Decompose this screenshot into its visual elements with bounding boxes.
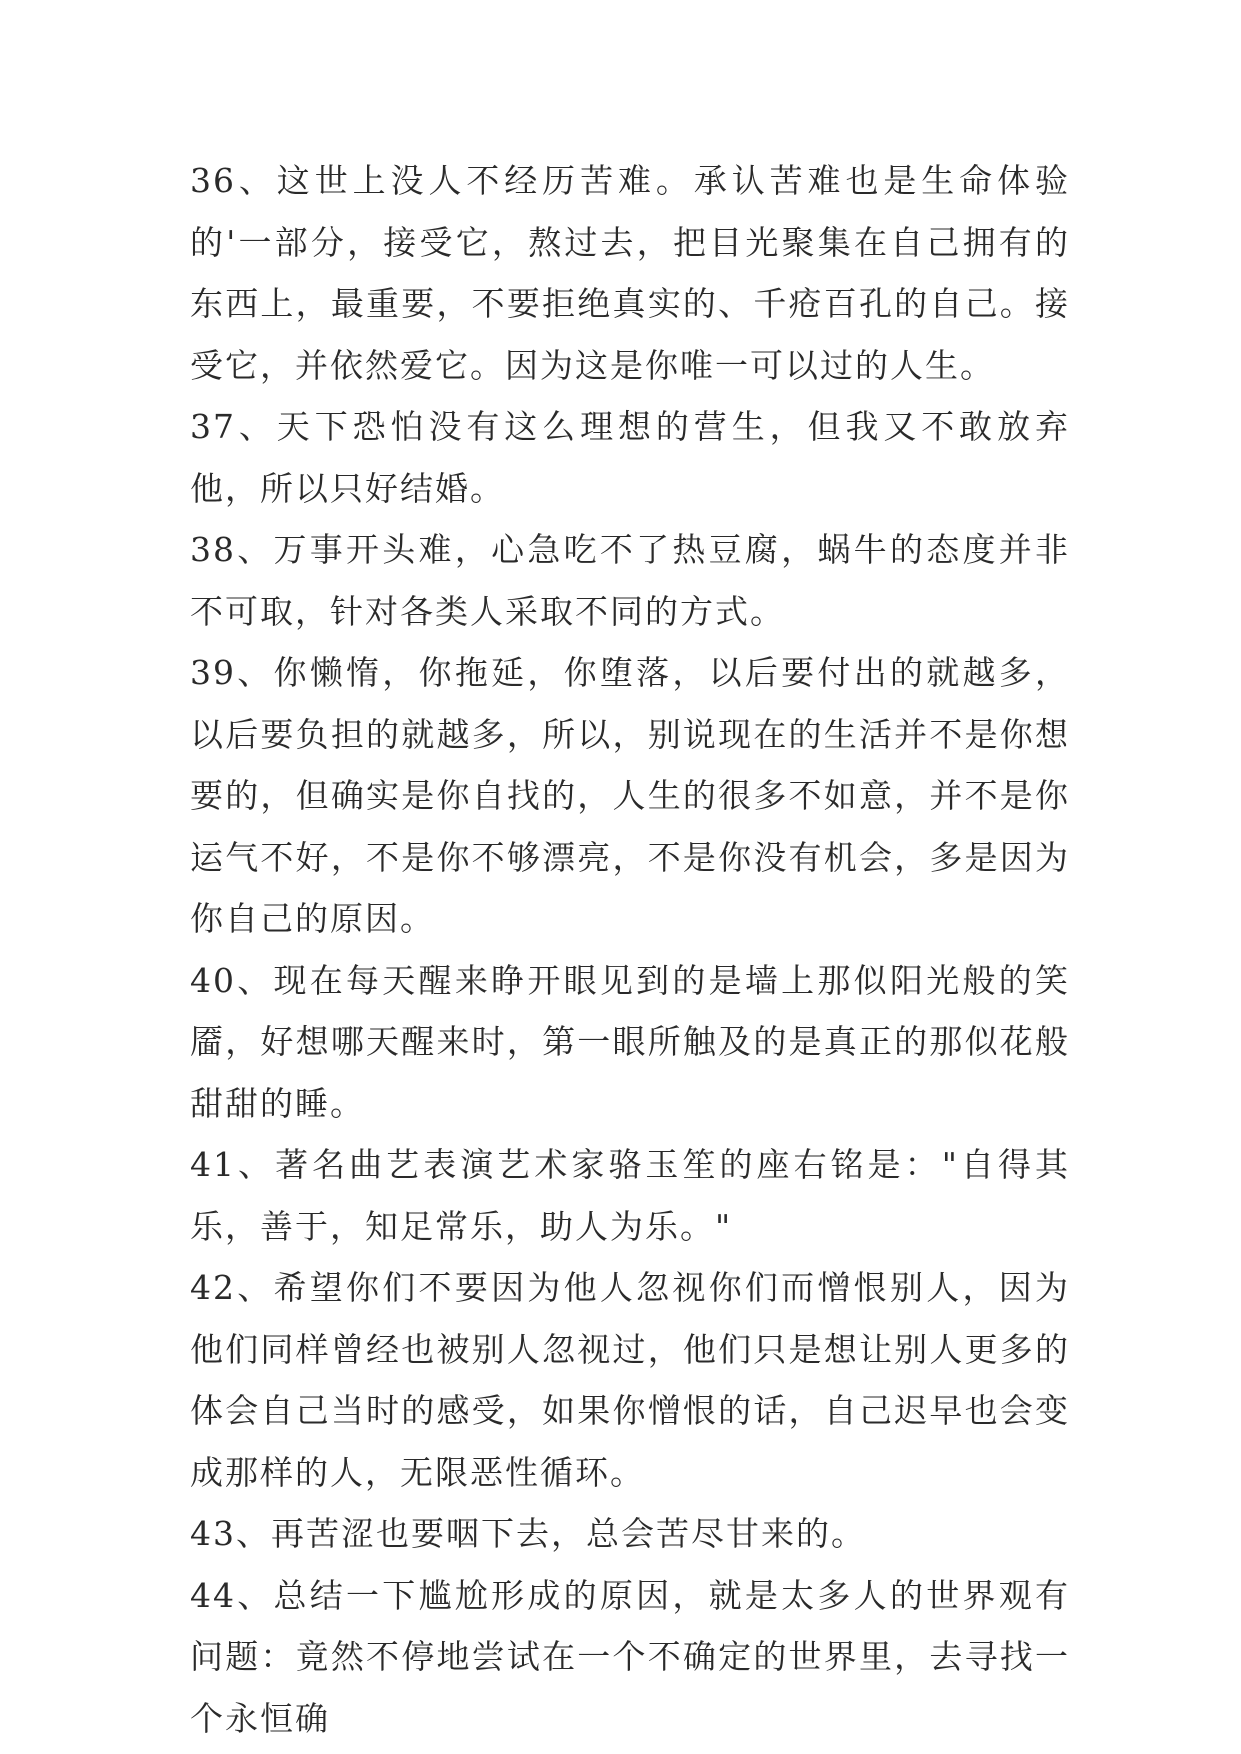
paragraph-40: 40、现在每天醒来睁开眼见到的是墙上那似阳光般的笑靥，好想哪天醒来时，第一眼所触及的是真正的那似花般甜甜的睡。 [190, 960, 1070, 1123]
paragraph-41: 41、著名曲艺表演艺术家骆玉笙的座右铭是："自得其乐，善于，知足常乐，助人为乐。" [190, 1145, 1070, 1246]
paragraph-43: 43、再苦涩也要咽下去，总会苦尽甘来的。 [190, 1514, 866, 1553]
paragraph-39: 39、你懒惰，你拖延，你堕落，以后要付出的就越多，以后要负担的就越多，所以，别说现在的生活并不是你想要的，但确实是你自找的，人生的很多不如意，并不是你运气不好，不是你不够漂亮，不是你没有机会，多是因为你自己的原因。 [190, 653, 1070, 938]
paragraph-42: 42、希望你们不要因为他人忽视你们而憎恨别人，因为他们同样曾经也被别人忽视过，他们只是想让别人更多的体会自己当时的感受，如果你憎恨的话，自己迟早也会变成那样的人，无限恶性循环。 [190, 1268, 1070, 1492]
paragraph-38: 38、万事开头难，心急吃不了热豆腐，蜗牛的态度并非不可取，针对各类人采取不同的方式。 [190, 530, 1070, 631]
paragraph-37: 37、天下恐怕没有这么理想的营生，但我又不敢放弃他，所以只好结婚。 [190, 407, 1070, 508]
document-body [190, 150, 1070, 1749]
paragraph-44: 44、总结一下尴尬形成的原因，就是太多人的世界观有问题：竟然不停地尝试在一个不确定的世界里，去寻找一个永恒确 [190, 1575, 1070, 1738]
paragraph-36: 36、这世上没人不经历苦难。承认苦难也是生命体验的'一部分，接受它，熬过去，把目光聚集在自己拥有的东西上，最重要，不要拒绝真实的、千疮百孔的自己。接受它，并依然爱它。因为这是你唯一可以过的人生。 [190, 161, 1070, 385]
